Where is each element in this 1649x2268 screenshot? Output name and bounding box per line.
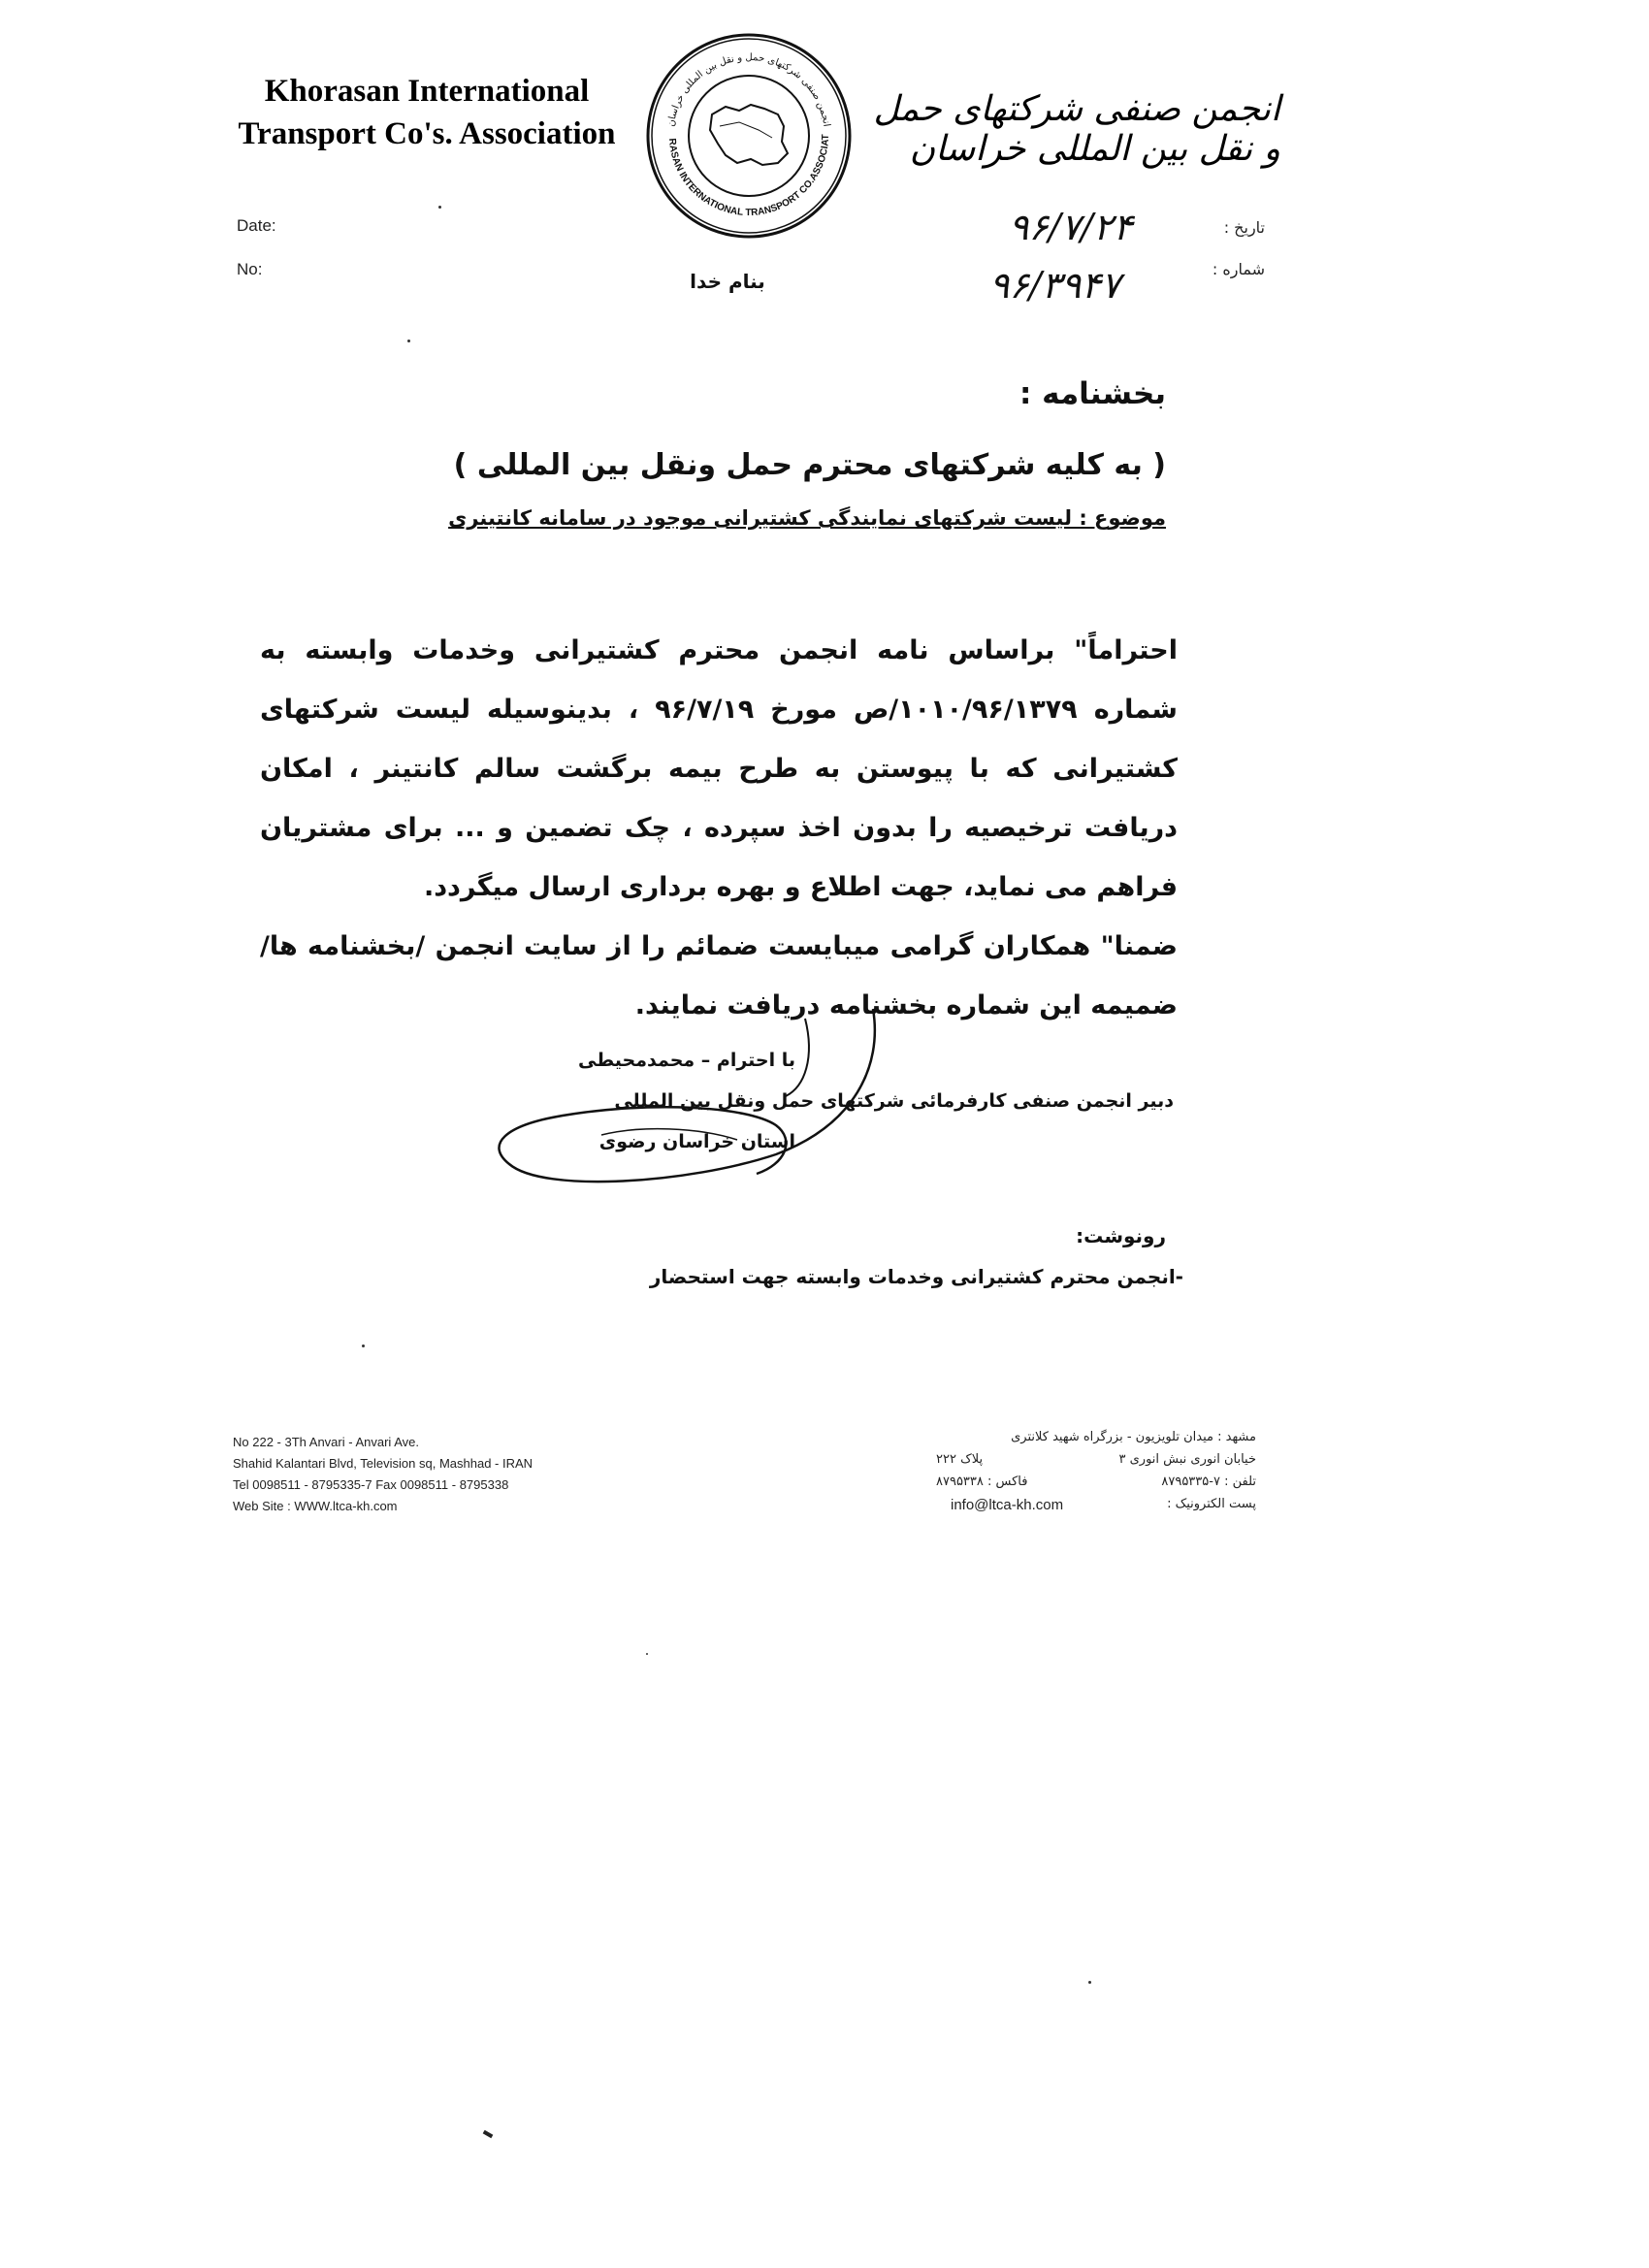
number-value: ۹۶/۳۹۴۷ (989, 264, 1121, 307)
footer-address-en-2: Shahid Kalantari Blvd, Television sq, Mashhad - IRAN (233, 1456, 534, 1471)
date-label-en: Date: (237, 216, 276, 235)
letter-body (260, 621, 1178, 1035)
body-paragraph-2: ضمنا" همکاران گرامی میبایست ضمائم را از سایت انجمن /بخشنامه ها/ ضمیمه این شماره بخشنامه دریافت نمایند. (260, 931, 1178, 1021)
scan-speck (483, 2130, 494, 2138)
scan-speck (646, 1653, 648, 1655)
footer-address-fa-1: مشهد : میدان تلویزیون - بزرگراه شهید کلانتری (1011, 1430, 1256, 1444)
footer-website-en: Web Site : WWW.ltca-kh.com (233, 1499, 398, 1513)
scan-speck (438, 206, 441, 209)
org-name-en-line2: Transport Co's. Association (238, 116, 616, 151)
association-seal-logo (642, 29, 856, 243)
footer-fax-fa: فاکس : ۸۷۹۵۳۳۸ (936, 1474, 1028, 1489)
footer-phone-en: Tel 0098511 - 8795335-7 Fax 0098511 - 8795338 (233, 1477, 509, 1492)
footer-phone-fa: تلفن : ۷-۸۷۹۵۳۳۵ (1161, 1474, 1256, 1489)
seal-icon (642, 29, 856, 243)
regards-line: با احترام – محمدمحیطی (578, 1050, 795, 1071)
body-paragraph-1: احتراماً" براساس نامه انجمن محترم کشتیرانی وخدمات وابسته به شماره ۱۰۱۰/۹۶/۱۳۷۹/ص مورخ ۹۶/۷/۱۹ ، بدینوسیله لیست شرکتهای کشتیرانی که با پیوستن به طرح بیمه برگشت سالم کانتینر ، امکان دریافت ترخیصیه را بدون اخذ سپرده ، چک تضمین و ... برای مشتریان فراهم می نماید، جهت اطلاع و بهره برداری ارسال میگردد. (260, 635, 1178, 902)
cc-item: -انجمن محترم کشتیرانی وخدمات وابسته جهت استحضار (649, 1265, 1183, 1288)
org-name-fa: انجمن صنفی شرکتهای حمل و نقل بین المللی خراسان (873, 89, 1280, 169)
no-label-fa: شماره : (1212, 260, 1265, 278)
org-name-en (213, 70, 640, 155)
handwritten-signature (485, 980, 892, 1213)
addressee: ( به کلیه شرکتهای محترم حمل ونقل بین المللی ) (453, 448, 1166, 482)
scan-speck (1088, 1981, 1091, 1984)
scan-speck (362, 1345, 365, 1347)
footer-email: info@ltca-kh.com (951, 1497, 1064, 1513)
scan-speck (407, 340, 410, 342)
footer-address-fa-2a: خیابان انوری نبش انوری ۳ (1118, 1452, 1256, 1467)
basmala: بنام خدا (690, 270, 765, 293)
footer-contact-en (233, 1432, 533, 1517)
footer-address-fa-2b: پلاک ۲۲۲ (936, 1452, 984, 1467)
no-label-en: No: (237, 260, 263, 278)
seal-text-fa: انجمن صنفی شرکتهای حمل و نقل بین المللی خراسان (665, 51, 832, 128)
cc-label: رونوشت: (1076, 1224, 1166, 1247)
subject-line: موضوع : لیست شرکتهای نمایندگی کشتیرانی موجود در سامانه کانتینری (448, 506, 1166, 530)
footer-address-en-1: No 222 - 3Th Anvari - Anvari Ave. (233, 1435, 419, 1449)
date-value: ۹۶/۷/۲۴ (1009, 206, 1133, 248)
iran-map-icon (710, 105, 788, 165)
seal-text-en: RASAN INTERNATIONAL TRANSPORT CO.ASSOCIAT (665, 134, 832, 219)
date-label-fa: تاریخ : (1223, 218, 1265, 237)
circular-title: بخشنامه : (1018, 376, 1166, 411)
footer-email-label-fa: پست الکترونیک : (1167, 1497, 1256, 1511)
signatory-title: دبیر انجمن صنفی کارفرمائی شرکتهای حمل ونقل بین المللی (614, 1090, 1174, 1112)
org-name-en-line1: Khorasan International (264, 74, 590, 109)
signatory-region: استان خراسان رضوی (598, 1131, 795, 1152)
